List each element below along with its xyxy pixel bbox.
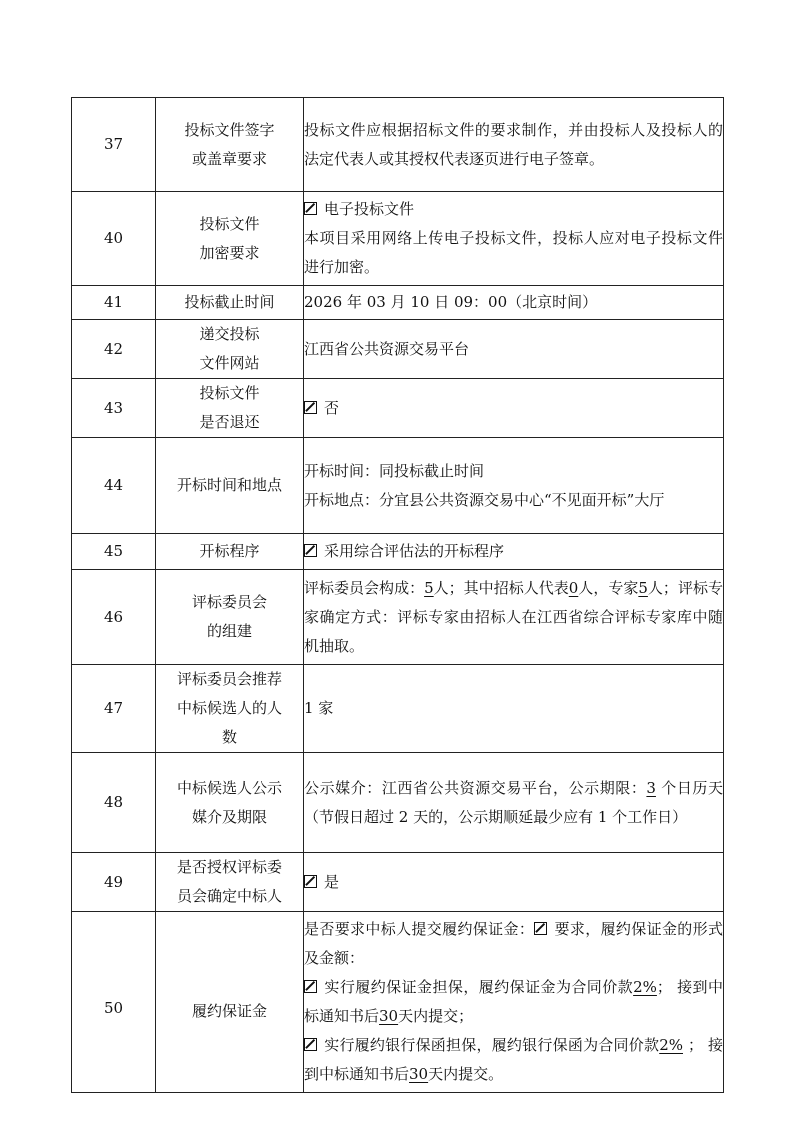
row-item: 履约保证金: [156, 912, 304, 1093]
table-row: [72, 320, 724, 379]
row-content: 电子投标文件 本项目采用网络上传电子投标文件，投标人应对电子投标文件进行加密。: [304, 192, 724, 286]
checkbox-checked-icon: [304, 980, 317, 993]
row-content: 2026 年 03 月 10 日 09：00（北京时间）: [304, 286, 724, 320]
row-number: 41: [72, 286, 156, 320]
table-row: [72, 665, 724, 753]
row-number: 47: [72, 665, 156, 753]
row-item: 评标委员会推荐 中标候选人的人 数: [156, 665, 304, 753]
checkbox-checked-icon: [534, 922, 547, 935]
row-content: 是: [304, 853, 724, 912]
row-item: 投标文件 加密要求: [156, 192, 304, 286]
row-number: 44: [72, 438, 156, 534]
row-content: 是否要求中标人提交履约保证金： 要求，履约保证金的形式及金额： 实行履约保证金担保，履约保证金为合同价款2%； 接到中标通知书后30天内提交； 实行履约银行保函担保，履约银行保函为合同价款2% ； 接到中标通知书后30天内提交。: [304, 912, 724, 1093]
row-content: 公示媒介：江西省公共资源交易平台，公示期限：3 个日历天（节假日超过 2 天的，公示期顺延最少应有 1 个工作日）: [304, 753, 724, 853]
row-number: 49: [72, 853, 156, 912]
row-content: 1 家: [304, 665, 724, 753]
row-item: 中标候选人公示 媒介及期限: [156, 753, 304, 853]
bid-data-table: [71, 97, 724, 1093]
row-item: 递交投标 文件网站: [156, 320, 304, 379]
row-item: 开标程序: [156, 534, 304, 570]
table-row: [72, 192, 724, 286]
table-row: [72, 534, 724, 570]
table-row: [72, 853, 724, 912]
row-content: 采用综合评估法的开标程序: [304, 534, 724, 570]
checkbox-checked-icon: [304, 401, 317, 414]
row-content: 开标时间：同投标截止时间 开标地点：分宜县公共资源交易中心“不见面开标”大厅: [304, 438, 724, 534]
row-number: 40: [72, 192, 156, 286]
row-number: 45: [72, 534, 156, 570]
row-item: 评标委员会 的组建: [156, 570, 304, 665]
row-number: 43: [72, 379, 156, 438]
table-row: [72, 753, 724, 853]
table-row: [72, 912, 724, 1093]
table-row: [72, 570, 724, 665]
row-number: 50: [72, 912, 156, 1093]
checkbox-checked-icon: [304, 1038, 317, 1051]
row-content: 江西省公共资源交易平台: [304, 320, 724, 379]
table-row: [72, 286, 724, 320]
row-item: 投标文件签字 或盖章要求: [156, 98, 304, 192]
row-number: 46: [72, 570, 156, 665]
checkbox-checked-icon: [304, 544, 317, 557]
table-row: [72, 438, 724, 534]
row-item: 投标文件 是否退还: [156, 379, 304, 438]
row-content: 投标文件应根据招标文件的要求制作，并由投标人及投标人的法定代表人或其授权代表逐页进行电子签章。: [304, 98, 724, 192]
row-content: 否: [304, 379, 724, 438]
row-number: 48: [72, 753, 156, 853]
row-item: 开标时间和地点: [156, 438, 304, 534]
table-row: [72, 98, 724, 192]
table-row: [72, 379, 724, 438]
checkbox-checked-icon: [304, 202, 317, 215]
checkbox-checked-icon: [304, 875, 317, 888]
row-number: 42: [72, 320, 156, 379]
row-content: 评标委员会构成：5人；其中招标人代表0人，专家5人；评标专家确定方式：评标专家由招标人在江西省综合评标专家库中随机抽取。: [304, 570, 724, 665]
row-item: 投标截止时间: [156, 286, 304, 320]
row-item: 是否授权评标委 员会确定中标人: [156, 853, 304, 912]
row-number: 37: [72, 98, 156, 192]
